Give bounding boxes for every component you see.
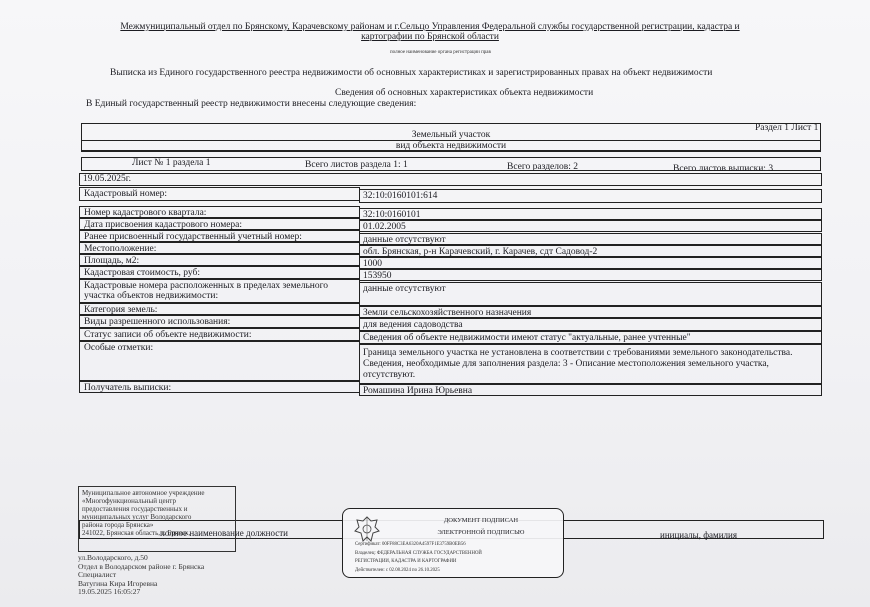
row-value: для ведения садоводства bbox=[359, 318, 822, 331]
row-value: данные отсутствуют bbox=[359, 233, 822, 245]
row-label: Дата присвоения кадастрового номера: bbox=[79, 218, 360, 230]
row-value: 1000 bbox=[359, 257, 822, 269]
row-value: Сведения об объекте недвижимости имеют статус "актуальные, ранее учтенные" bbox=[359, 331, 822, 344]
stamp-detail-line: Специалист bbox=[78, 570, 117, 579]
document-subtitle: Сведения об основных характеристиках объекта недвижимости bbox=[335, 88, 594, 98]
row-value: 32:10:0160101 bbox=[359, 208, 822, 220]
electronic-signature-stamp bbox=[342, 508, 564, 578]
mfc-stamp bbox=[78, 486, 236, 552]
object-type: Земельный участок bbox=[411, 130, 491, 140]
sheet-info: Раздел 1 Лист 1 bbox=[755, 123, 819, 133]
row-label: Кадастровые номера расположенных в пределах земельного участка объектов недвижимости: bbox=[79, 279, 360, 303]
stamp-line: «Многофункциональный центр bbox=[82, 497, 176, 505]
row-value: Граница земельного участка не установлена в соответствии с требованиями земельного законодательства. Сведения, необходимые для заполнения раздела: 3 - Описание местоположения земельного участка, отсутствуют. bbox=[359, 344, 822, 384]
position-label: полное наименование должности bbox=[160, 528, 288, 538]
esig-certificate: Сертификат: 00FF88C3EA6320A4597F1E3759B0EB56 bbox=[355, 542, 466, 547]
row-label: Особые отметки: bbox=[79, 341, 360, 381]
stamp-line: Муниципальное автономное учреждение bbox=[82, 489, 205, 497]
stamp-line: муниципальных услуг Володарского bbox=[82, 513, 192, 521]
stamp-details bbox=[78, 554, 204, 597]
cadastral-number-label: Кадастровый номер: bbox=[79, 187, 360, 201]
row-value: Земли сельскохозяйственного назначения bbox=[359, 306, 822, 318]
row-value: обл. Брянская, р-н Карачевский, г. Карачев, сдт Садовод-2 bbox=[359, 245, 822, 257]
esig-owner: Владелец: ФЕДЕРАЛЬНАЯ СЛУЖБА ГОСУДАРСТВЕННОЙ bbox=[355, 551, 482, 556]
object-caption: вид объекта недвижимости bbox=[81, 140, 821, 152]
row-label: Кадастровая стоимость, руб: bbox=[79, 266, 360, 279]
extract-date: 19.05.2025г. bbox=[83, 174, 131, 184]
coat-of-arms-icon bbox=[353, 515, 381, 545]
esig-validity: Действителен: с 02.08.2024 по 26.10.2025 bbox=[355, 568, 440, 573]
stamp-detail-line: Ватугина Кира Игоревна bbox=[78, 578, 158, 588]
total-sections: Всего разделов: 2 bbox=[507, 162, 579, 172]
row-label: Статус записи об объекте недвижимости: bbox=[79, 328, 360, 341]
row-label: Ранее присвоенный государственный учетный номер: bbox=[79, 230, 360, 242]
row-label: Категория земель: bbox=[79, 303, 360, 315]
row-label: Площадь, м2: bbox=[79, 254, 360, 266]
initials-label: инициалы, фамилия bbox=[660, 530, 737, 540]
row-value: 153950 bbox=[359, 269, 822, 281]
row-value: Ромашина Ирина Юрьевна bbox=[359, 384, 822, 396]
row-value: 01.02.2005 bbox=[359, 220, 822, 232]
cadastral-number-value: 32:10:0160101:614 bbox=[359, 189, 822, 203]
stamp-detail-line: Отдел в Володарском районе г. Брянска bbox=[78, 561, 205, 571]
esig-owner-cont: РЕГИСТРАЦИИ, КАДАСТРА И КАРТОГРАФИИ bbox=[355, 559, 457, 564]
esig-subtitle: ЭЛЕКТРОННОЙ ПОДПИСЬЮ bbox=[437, 529, 525, 536]
stamp-line: 241022, Брянская область, г. Брянск, bbox=[82, 529, 191, 537]
authority-name: Межмуниципальный отдел по Брянскому, Карачевскому районам и г.Сельцо Управления Федеральной службы государственной регистрации, кадастра и картографии по Брянской области bbox=[120, 22, 740, 42]
esig-title: ДОКУМЕНТ ПОДПИСАН bbox=[443, 517, 519, 524]
document-intro: В Единый государственный реестр недвижимости внесены следующие сведения: bbox=[86, 99, 417, 109]
stamp-detail-line: 19.05.2025 16:05:27 bbox=[78, 587, 141, 596]
row-label: Номер кадастрового квартала: bbox=[79, 206, 360, 218]
row-label: Местоположение: bbox=[79, 242, 360, 254]
row-value: данные отсутствуют bbox=[359, 282, 822, 306]
sheets-in-section: Всего листов раздела 1: 1 bbox=[305, 160, 408, 170]
sheet-number: Лист № 1 раздела 1 bbox=[132, 158, 211, 168]
stamp-detail-line: ул.Володарского, д.50 bbox=[78, 553, 148, 562]
authority-caption: полное наименование органа регистрации прав bbox=[390, 50, 491, 55]
stamp-line: района города Брянска» bbox=[82, 521, 154, 529]
stamp-line: предоставления государственных и bbox=[82, 505, 188, 513]
document-title: Выписка из Единого государственного реестра недвижимости об основных характеристиках и зарегистрированных правах на объект недвижимости bbox=[110, 68, 713, 78]
date-row bbox=[79, 173, 822, 186]
row-label: Виды разрешенного использования: bbox=[79, 315, 360, 328]
total-extract-sheets: Всего листов выписки: 3 bbox=[673, 164, 774, 174]
row-label: Получатель выписки: bbox=[79, 381, 360, 393]
